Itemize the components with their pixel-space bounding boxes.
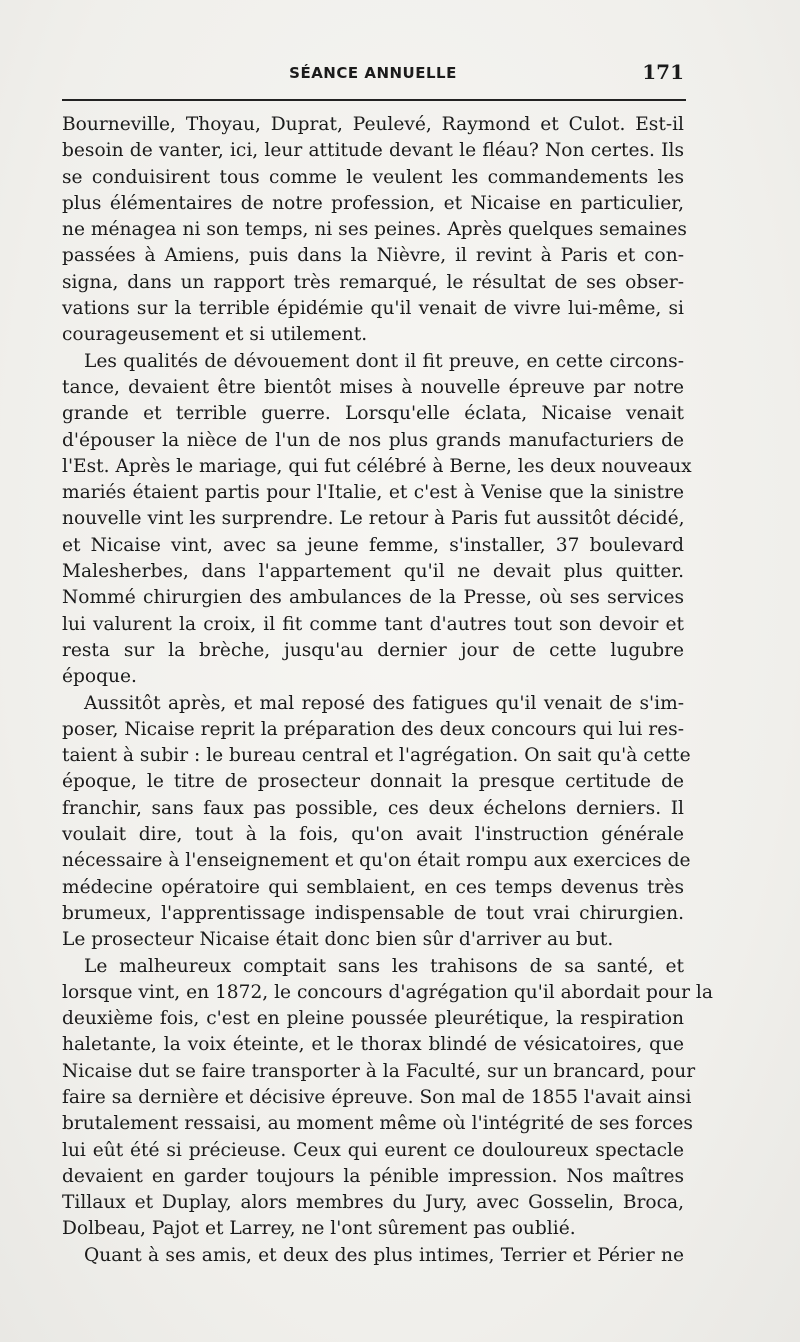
text-line: époque, le titre de prosecteur donnait la presque certitude de <box>62 771 684 793</box>
text-line: voulait dire, tout à la fois, qu'on avait l'instruction générale <box>62 824 684 846</box>
text-line: et Nicaise vint, avec sa jeune femme, s'installer, 37 boulevard <box>62 534 684 556</box>
text-line: taient à subir : le bureau central et l'agrégation. On sait qu'à cette <box>62 745 691 767</box>
text-line: médecine opératoire qui semblaient, en ces temps devenus très <box>62 876 684 898</box>
page-header <box>62 60 684 88</box>
text-line: deuxième fois, c'est en pleine poussée pleurétique, la respiration <box>62 1008 684 1030</box>
page-number: 171 <box>642 60 684 84</box>
text-line: franchir, sans faux pas possible, ces deux échelons derniers. Il <box>62 797 684 819</box>
text-line: passées à Amiens, puis dans la Nièvre, il revint à Paris et con- <box>62 245 684 267</box>
header-rule <box>62 99 686 101</box>
text-line: Nicaise dut se faire transporter à la Faculté, sur un brancard, pour <box>62 1060 696 1082</box>
text-line: lui eût été si précieuse. Ceux qui eurent ce douloureux spectacle <box>62 1139 684 1161</box>
text-line: ne ménagea ni son temps, ni ses peines. Après quelques semaines <box>62 219 687 241</box>
text-line: haletante, la voix éteinte, et le thorax blindé de vésicatoires, que <box>62 1034 684 1056</box>
text-line: Le prosecteur Nicaise était donc bien sûr d'arriver au but. <box>62 929 614 951</box>
text-line: Tillaux et Duplay, alors membres du Jury, avec Gosselin, Broca, <box>62 1192 684 1214</box>
text-line: Aussitôt après, et mal reposé des fatigues qu'il venait de s'im- <box>84 692 684 714</box>
text-line: nécessaire à l'enseignement et qu'on était rompu aux exercices de <box>62 850 691 872</box>
text-line: lui valurent la croix, il fit comme tant d'autres tout son devoir et <box>62 613 684 635</box>
text-line: brumeux, l'apprentissage indispensable de tout vrai chirurgien. <box>62 902 684 924</box>
text-line: grande et terrible guerre. Lorsqu'elle éclata, Nicaise venait <box>62 403 684 425</box>
text-line: tance, devaient être bientôt mises à nouvelle épreuve par notre <box>62 376 684 398</box>
text-line: Quant à ses amis, et deux des plus intimes, Terrier et Périer ne <box>84 1244 684 1266</box>
text-line: faire sa dernière et décisive épreuve. Son mal de 1855 l'avait ainsi <box>62 1086 692 1108</box>
text-line: courageusement et si utilement. <box>62 324 368 346</box>
text-line: Nommé chirurgien des ambulances de la Presse, où ses services <box>62 587 684 609</box>
text-line: devaient en garder toujours la pénible impression. Nos maîtres <box>62 1165 684 1187</box>
text-line: plus élémentaires de notre profession, et Nicaise en particulier, <box>62 192 684 214</box>
running-title: SÉANCE ANNUELLE <box>289 64 457 82</box>
text-line: Dolbeau, Pajot et Larrey, ne l'ont sûrement pas oublié. <box>62 1218 576 1240</box>
text-line: Bourneville, Thoyau, Duprat, Peulevé, Raymond et Culot. Est-il <box>62 114 684 135</box>
text-line: Malesherbes, dans l'appartement qu'il ne devait plus quitter. <box>62 561 684 583</box>
text-line: l'Est. Après le mariage, qui fut célébré à Berne, les deux nouveaux <box>62 455 692 477</box>
text-line: nouvelle vint les surprendre. Le retour à Paris fut aussitôt décidé, <box>62 508 685 530</box>
text-line: resta sur la brèche, jusqu'au dernier jour de cette lugubre <box>62 639 684 661</box>
text-line: brutalement ressaisi, au moment même où l'intégrité de ses forces <box>62 1113 693 1135</box>
text-line: vations sur la terrible épidémie qu'il venait de vivre lui-même, si <box>62 298 684 320</box>
text-line: d'épouser la nièce de l'un de nos plus grands manufacturiers de <box>62 429 684 451</box>
text-line: époque. <box>62 666 137 688</box>
text-line: lorsque vint, en 1872, le concours d'agrégation qu'il abordait pour la <box>62 981 713 1003</box>
text-line: Les qualités de dévouement dont il fit preuve, en cette circons- <box>84 350 684 372</box>
body-text <box>62 112 713 1269</box>
text-line: Le malheureux comptait sans les trahisons de sa santé, et <box>84 955 684 977</box>
text-line: poser, Nicaise reprit la préparation des deux concours qui lui res- <box>62 718 684 740</box>
text-line: signa, dans un rapport très remarqué, le résultat de ses obser- <box>62 271 684 293</box>
text-line: besoin de vanter, ici, leur attitude devant le fléau? Non certes. Ils <box>62 140 684 162</box>
text-line: mariés étaient partis pour l'Italie, et c'est à Venise que la sinistre <box>62 482 684 504</box>
text-line: se conduisirent tous comme le veulent les commandements les <box>62 166 684 188</box>
